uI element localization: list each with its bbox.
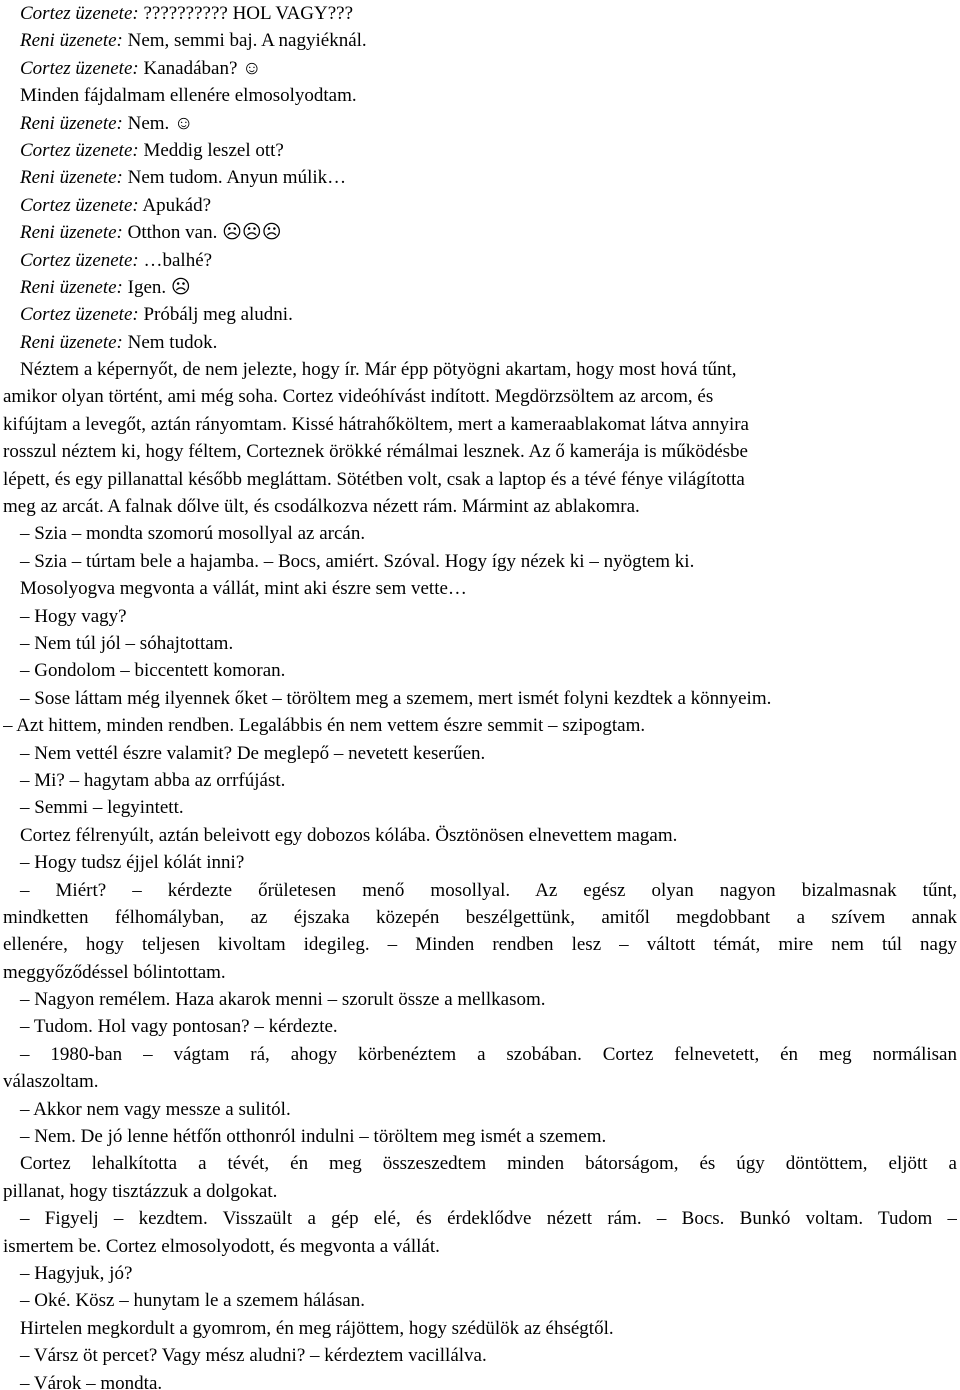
text-line <box>3 685 957 712</box>
line-text: Nem tudom. Anyun múlik… <box>122 167 347 189</box>
line-text: meggyőződéssel bólintottam. <box>3 961 226 983</box>
line-text: pillanat, hogy tisztázzuk a dolgokat. <box>3 1180 278 1202</box>
text-line <box>3 1123 957 1150</box>
line-text: ?????????? HOL VAGY??? <box>138 3 354 24</box>
line-text: – Miért? – kérdezte őrületesen menő mosollyal. Az egész olyan nagyon bizalmasnak tűnt, <box>20 879 957 901</box>
line-text: – Nem túl jól – sóhajtottam. <box>20 632 234 654</box>
text-line <box>3 520 957 547</box>
text-body <box>3 0 957 1390</box>
line-text: ismertem be. Cortez elmosolyodott, és megvonta a vállát. <box>3 1235 440 1257</box>
text-line <box>3 1068 957 1095</box>
text-line <box>3 1205 957 1232</box>
text-line <box>3 27 957 54</box>
line-text: – Gondolom – biccentett komoran. <box>20 660 286 682</box>
text-line <box>3 247 957 274</box>
text-line <box>3 1370 957 1390</box>
text-line <box>3 411 957 438</box>
text-line <box>3 1287 957 1314</box>
text-line <box>3 164 957 191</box>
text-line <box>3 794 957 821</box>
text-line <box>3 904 957 931</box>
line-text: Otthon van. ☹☹☹ <box>122 222 282 244</box>
line-text: Nem. ☺ <box>122 112 194 134</box>
speaker-label: Reni üzenete: <box>20 167 123 189</box>
line-text: – Vársz öt percet? Vagy mész aludni? – kérdeztem vacillálva. <box>20 1345 487 1367</box>
line-text: – Akkor nem vagy messze a sulitól. <box>20 1098 291 1120</box>
text-line <box>3 493 957 520</box>
line-text: – Nem vettél észre valamit? De meglepő – nevetett keserűen. <box>20 742 486 764</box>
line-text: Nem tudok. <box>122 331 218 353</box>
line-text: – Szia – túrtam bele a hajamba. – Bocs, amiért. Szóval. Hogy így nézek ki – nyögtem ki. <box>20 550 695 572</box>
text-line <box>3 1260 957 1287</box>
line-text: Minden fájdalmam ellenére elmosolyodtam. <box>20 85 357 107</box>
line-text: …balhé? <box>138 249 213 271</box>
text-line <box>3 1342 957 1369</box>
text-line <box>3 1150 957 1177</box>
speaker-label: Cortez üzenete: <box>20 249 139 271</box>
text-line <box>3 0 957 27</box>
text-line <box>3 931 957 958</box>
text-line <box>3 329 957 356</box>
line-text: válaszoltam. <box>3 1071 99 1093</box>
text-line <box>3 274 957 301</box>
line-text: lépett, és egy pillanattal később megláttam. Sötétben volt, csak a laptop és a tévé fénye világította <box>3 468 745 490</box>
speaker-label: Cortez üzenete: <box>20 3 139 24</box>
speaker-label: Reni üzenete: <box>20 276 123 298</box>
line-text: – Várok – mondta. <box>20 1372 163 1390</box>
line-text: – Hagyjuk, jó? <box>20 1262 133 1284</box>
line-text: kifújtam a levegőt, aztán rányomtam. Kissé hátrahőköltem, mert a kameraablakomat látva annyira <box>3 413 749 435</box>
line-text: – Sose láttam még ilyennek őket – töröltem meg a szemem, mert ismét folyni kezdtek a könnyeim. <box>20 687 772 709</box>
line-text: – Semmi – legyintett. <box>20 797 184 819</box>
text-line <box>3 356 957 383</box>
line-text: Mosolyogva megvonta a vállát, mint aki észre sem vette… <box>20 578 467 600</box>
line-text: – Azt hittem, minden rendben. Legalábbis én nem vettem észre semmit – szipogtam. <box>3 715 646 737</box>
text-line <box>3 1041 957 1068</box>
text-line <box>3 575 957 602</box>
line-text: – Nem. De jó lenne hétfőn otthonról indulni – töröltem meg ismét a szemem. <box>20 1126 607 1148</box>
line-text: – Nagyon remélem. Haza akarok menni – szorult össze a mellkasom. <box>20 989 546 1011</box>
speaker-label: Cortez üzenete: <box>20 139 139 161</box>
text-line <box>3 822 957 849</box>
text-line <box>3 301 957 328</box>
text-line <box>3 110 957 137</box>
line-text: amikor olyan történt, ami még soha. Cortez videóhívást indított. Megdörzsöltem az arcom, és <box>3 386 714 408</box>
text-line <box>3 219 957 246</box>
line-text: – Oké. Kösz – hunytam le a szemem hálásan. <box>20 1290 366 1312</box>
line-text: Cortez lehalkította a tévét, én meg összeszedtem minden bátorságom, és úgy döntöttem, eljött a <box>20 1153 957 1175</box>
speaker-label: Reni üzenete: <box>20 30 123 52</box>
speaker-label: Cortez üzenete: <box>20 57 139 79</box>
line-text: – Hogy vagy? <box>20 605 127 627</box>
text-line <box>3 959 957 986</box>
speaker-label: Reni üzenete: <box>20 112 123 134</box>
line-text: Próbálj meg aludni. <box>138 304 293 326</box>
text-line <box>3 1315 957 1342</box>
text-line <box>3 466 957 493</box>
line-text: Nem, semmi baj. A nagyiéknál. <box>122 30 367 52</box>
text-line <box>3 1013 957 1040</box>
text-line <box>3 877 957 904</box>
text-line <box>3 657 957 684</box>
line-text: – Tudom. Hol vagy pontosan? – kérdezte. <box>20 1016 338 1038</box>
text-line <box>3 740 957 767</box>
line-text: – 1980-ban – vágtam rá, ahogy körbenéztem a szobában. Cortez felnevetett, én meg normálisan <box>20 1043 957 1065</box>
speaker-label: Reni üzenete: <box>20 331 123 353</box>
line-text: Igen. ☹ <box>122 276 191 298</box>
text-line <box>3 438 957 465</box>
speaker-label: Cortez üzenete: <box>20 194 139 216</box>
text-line <box>3 548 957 575</box>
text-line <box>3 849 957 876</box>
speaker-label: Reni üzenete: <box>20 222 123 244</box>
line-text: Néztem a képernyőt, de nem jelezte, hogy ír. Már épp pötyögni akartam, hogy most hová tűnt, <box>20 359 737 381</box>
text-line <box>3 630 957 657</box>
line-text: Apukád? <box>138 194 212 216</box>
text-line <box>3 603 957 630</box>
text-line <box>3 986 957 1013</box>
text-line <box>3 712 957 739</box>
text-line <box>3 192 957 219</box>
speaker-label: Cortez üzenete: <box>20 304 139 326</box>
line-text: mindketten félhomályban, az éjszaka közepén beszélgettünk, amitől megdobbant a szívem annak <box>3 906 957 928</box>
text-line <box>3 82 957 109</box>
text-line <box>3 1233 957 1260</box>
line-text: Cortez félrenyúlt, aztán beleivott egy dobozos kólába. Ösztönösen elnevettem magam. <box>20 824 678 846</box>
line-text: – Figyelj – kezdtem. Visszaült a gép elé, és érdeklődve nézett rám. – Bocs. Bunkó voltam. Tudom – <box>20 1208 957 1230</box>
line-text: – Szia – mondta szomorú mosollyal az arcán. <box>20 523 366 545</box>
line-text: meg az arcát. A falnak dőlve ült, és csodálkozva nézett rám. Mármint az ablakomra. <box>3 496 640 518</box>
line-text: – Hogy tudsz éjjel kólát inni? <box>20 852 245 874</box>
text-line <box>3 55 957 82</box>
line-text: Kanadában? ☺ <box>138 57 262 79</box>
text-line <box>3 383 957 410</box>
line-text: – Mi? – hagytam abba az orrfújást. <box>20 769 286 791</box>
text-line <box>3 767 957 794</box>
text-line <box>3 1096 957 1123</box>
line-text: ellenére, hogy teljesen kivoltam idegileg. – Minden rendben lesz – váltott témát, mire nem túl nagy <box>3 934 957 956</box>
line-text: Meddig leszel ott? <box>138 139 284 161</box>
text-line <box>3 137 957 164</box>
line-text: Hirtelen megkordult a gyomrom, én meg rájöttem, hogy szédülök az éhségtől. <box>20 1317 614 1339</box>
text-line <box>3 1178 957 1205</box>
line-text: rosszul néztem ki, hogy féltem, Corteznek örökké rémálmai lesznek. Az ő kamerája is működésbe <box>3 441 748 463</box>
